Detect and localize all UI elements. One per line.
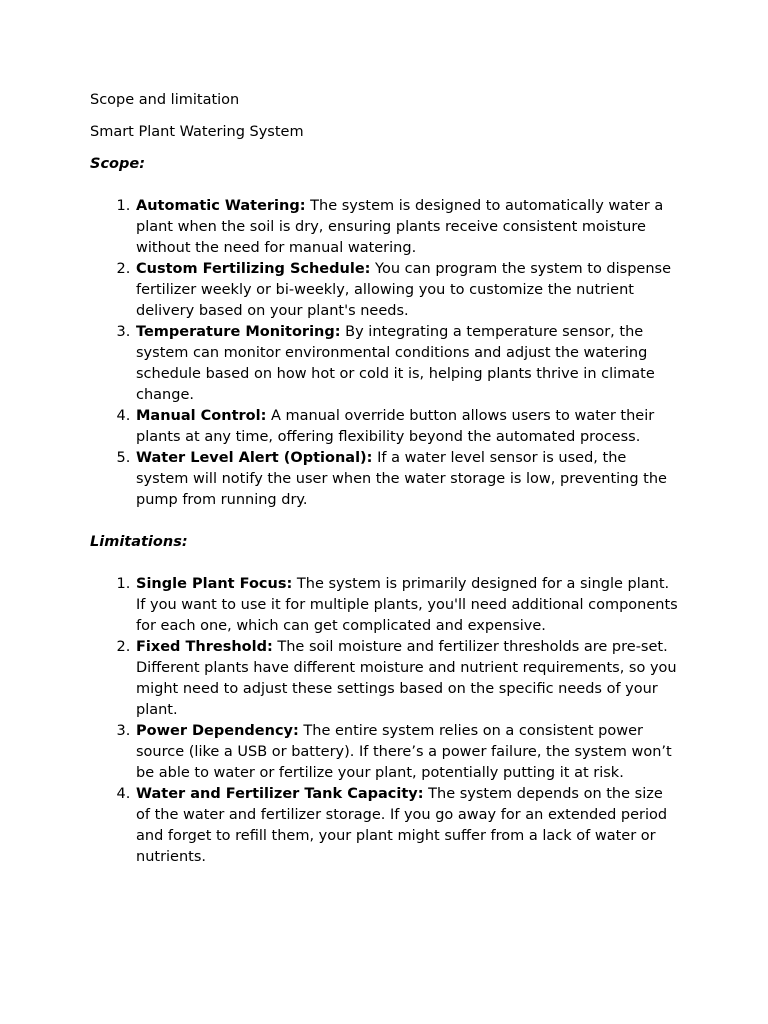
list-item: [135, 322, 680, 406]
list-item: [135, 259, 680, 322]
item-label: Temperature Monitoring:: [136, 324, 341, 340]
item-label: Single Plant Focus:: [136, 576, 293, 592]
item-text: If a water level sensor is used, the system will notify the user when the water storage is low, preventing the pump from running dry.: [136, 450, 667, 508]
document-subtitle: Smart Plant Watering System: [90, 124, 304, 140]
item-text: You can program the system to dispense fertilizer weekly or bi-weekly, allowing you to customize the nutrient delivery based on your plant's needs.: [136, 261, 672, 319]
item-label: Automatic Watering:: [136, 198, 306, 214]
item-text: A manual override button allows users to water their plants at any time, offering flexibility beyond the automated process.: [136, 408, 655, 445]
item-text: The system is primarily designed for a single plant. If you want to use it for multiple plants, you'll need additional components for each one, which can get complicated and expensive.: [136, 576, 678, 634]
list-item: [135, 448, 680, 511]
item-text: The system is designed to automatically water a plant when the soil is dry, ensuring plants receive consistent moisture without the need for manual watering.: [136, 198, 664, 256]
item-label: Power Dependency:: [136, 723, 299, 739]
list-item: [135, 196, 680, 259]
item-label: Custom Fertilizing Schedule:: [136, 261, 371, 277]
item-label: Water Level Alert (Optional):: [136, 450, 373, 466]
document-title: Scope and limitation: [90, 92, 240, 108]
document-page: [90, 90, 680, 868]
limitations-heading: Limitations:: [90, 534, 188, 550]
item-text: The system depends on the size of the water and fertilizer storage. If you go away for an extended period and forget to refill them, your plant might suffer from a lack of water or nutrients.: [136, 786, 668, 865]
list-item: [135, 637, 680, 721]
scope-list: [90, 196, 680, 511]
item-label: Manual Control:: [136, 408, 267, 424]
limitations-list: [90, 574, 680, 868]
list-item: [135, 574, 680, 637]
list-item: [135, 721, 680, 784]
list-item: [135, 406, 680, 448]
item-label: Fixed Threshold:: [136, 639, 273, 655]
item-text: The soil moisture and fertilizer thresholds are pre-set. Different plants have different moisture and nutrient requirements, so you might need to adjust these settings based on the specific needs of your plant.: [136, 639, 677, 718]
scope-heading: Scope:: [90, 156, 146, 172]
item-text: The entire system relies on a consistent power source (like a USB or battery). If there’s a power failure, the system won’t be able to water or fertilize your plant, potentially putting it at risk.: [136, 723, 672, 781]
item-text: By integrating a temperature sensor, the system can monitor environmental conditions and adjust the watering schedule based on how hot or cold it is, helping plants thrive in climate change.: [136, 324, 655, 403]
list-item: [135, 784, 680, 868]
item-label: Water and Fertilizer Tank Capacity:: [136, 786, 424, 802]
